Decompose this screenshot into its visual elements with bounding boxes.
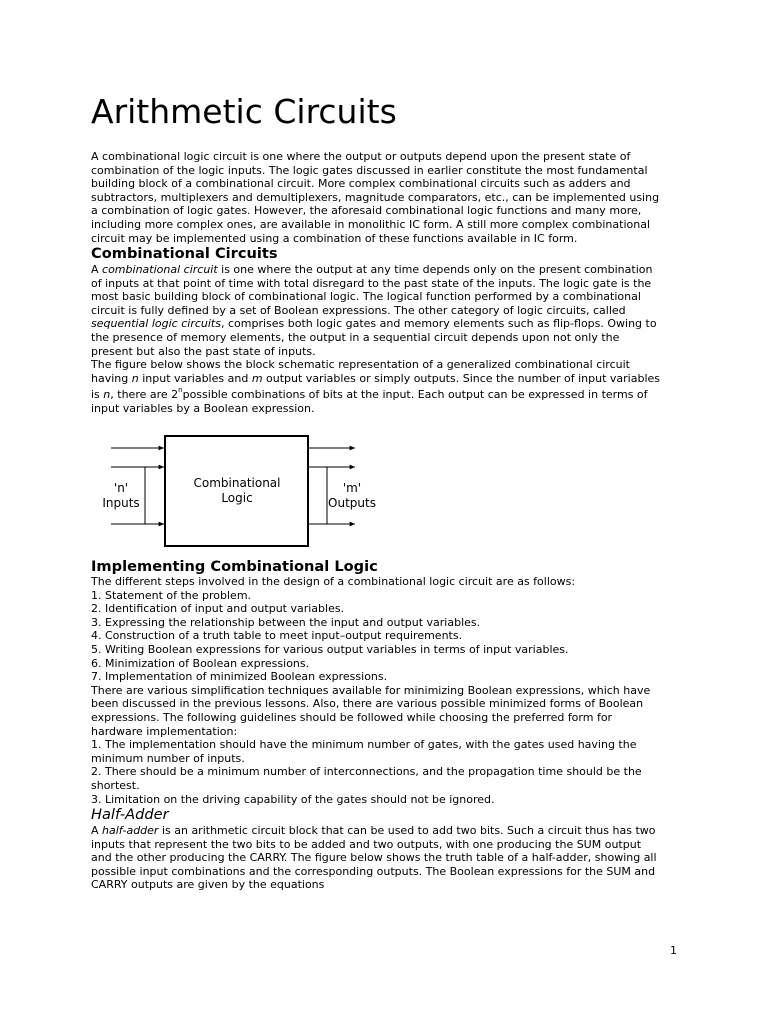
text-line: most basic building block of combinational logic. The logical function performed by a combinational [91,290,641,304]
text-line: a combination of logic gates. However, the aforesaid combinational logic functions and many more, [91,204,642,218]
inputs-label-n: 'n' [113,481,129,495]
text-line: present but also the past state of inputs. [91,344,316,358]
text-line: inputs that represent the two bits to be added and two outputs, with one producing the SUM output [91,837,642,851]
list-item: 7. Implementation of minimized Boolean expressions. [91,670,388,684]
implementing-paragraph [91,575,691,806]
text-line: minimum number of inputs. [91,751,245,765]
list-item: 1. The implementation should have the minimum number of gates, with the gates used having the [91,738,637,752]
page-title: Arithmetic Circuits [91,92,397,131]
text-line: including more complex ones, are available in monolithic IC form. A still more complex combinational [91,217,650,231]
text-line: been discussed in the previous lessons. Also, there are various possible minimized forms of Boolean [91,697,644,711]
section-heading-combinational-circuits: Combinational Circuits [91,245,278,262]
section-heading-half-adder: Half-Adder [91,806,169,823]
list-item: 5. Writing Boolean expressions for various output variables in terms of input variables. [91,642,569,656]
list-item: 2. There should be a minimum number of interconnections, and the propagation time should be the [91,765,642,779]
text-line: expressions. The following guidelines should be followed while choosing the preferred form for [91,710,613,724]
text-line: of inputs at that point of time with total disregard to the past state of the inputs. The logic gate is the [91,276,652,290]
text-line: The different steps involved in the design of a combinational logic circuit are as follows: [91,575,576,588]
section-heading-implementing-logic: Implementing Combinational Logic [91,558,378,575]
intro-paragraph [91,150,691,245]
text-line: There are various simplification techniques available for minimizing Boolean expressions, which have [91,683,651,697]
list-item: 1. Statement of the problem. [91,588,252,602]
text-line: A combinational circuit is one where the output at any time depends only on the present combination [91,263,653,276]
outputs-label: Outputs [328,496,376,510]
text-line: sequential logic circuits, comprises both logic gates and memory elements such as flip-flops. Owing to [91,317,657,331]
combinational-paragraph [91,263,691,416]
half-adder-paragraph [91,824,691,892]
text-line: CARRY outputs are given by the equations [91,878,325,892]
list-item: 6. Minimization of Boolean expressions. [91,656,310,670]
text-line: building block of a combinational circuit. More complex combinational circuits such as adders and [91,177,631,191]
list-item: 3. Expressing the relationship between the input and output variables. [91,615,481,629]
list-item: 3. Limitation on the driving capability of the gates should not be ignored. [91,792,495,806]
text-line: circuit may be implemented using a combination of these functions available in IC form. [91,231,578,245]
combinational-logic-block-diagram [102,432,379,548]
block-label-line-1: Combinational [193,476,281,490]
text-line: subtractors, multiplexers and demultiplexers, magnitude comparators, etc., can be implemented using [91,190,660,204]
text-line: the presence of memory elements, the output in a sequential circuit depends upon not only the [91,330,620,344]
outputs-label-m: 'm' [342,481,362,495]
text-line: A combinational logic circuit is one where the output or outputs depend upon the present state of [91,150,631,163]
text-line: hardware implementation: [91,724,238,738]
page-number: 1 [670,944,677,957]
text-line: shortest. [91,778,140,792]
block-label-line-2: Logic [221,491,253,505]
text-line: The figure below shows the block schematic representation of a generalized combinational circuit [91,358,630,372]
list-item: 4. Construction of a truth table to meet input–output requirements. [91,629,463,643]
text-line: and the other producing the CARRY. The figure below shows the truth table of a half-adder, showing all [91,851,657,865]
text-line: having n input variables and m output variables or simply outputs. Since the number of input variables [91,371,661,385]
text-line: is n, there are 2$^n$possible combinations of bits at the input. Each output can be expressed in terms of [91,386,648,402]
text-line: combination of the logic inputs. The logic gates discussed in earlier constitute the most fundamental [91,163,648,177]
inputs-label: Inputs [102,496,140,510]
list-item: 2. Identification of input and output variables. [91,602,345,616]
text-line: circuit is fully defined by a set of Boolean expressions. The other category of logic circuits, called [91,303,626,317]
text-line: input variables by a Boolean expression. [91,401,315,415]
text-line: possible input combinations and the corresponding outputs. The Boolean expressions for the SUM and [91,864,656,878]
text-line: A half-adder is an arithmetic circuit block that can be used to add two bits. Such a circuit thus has two [91,824,656,837]
